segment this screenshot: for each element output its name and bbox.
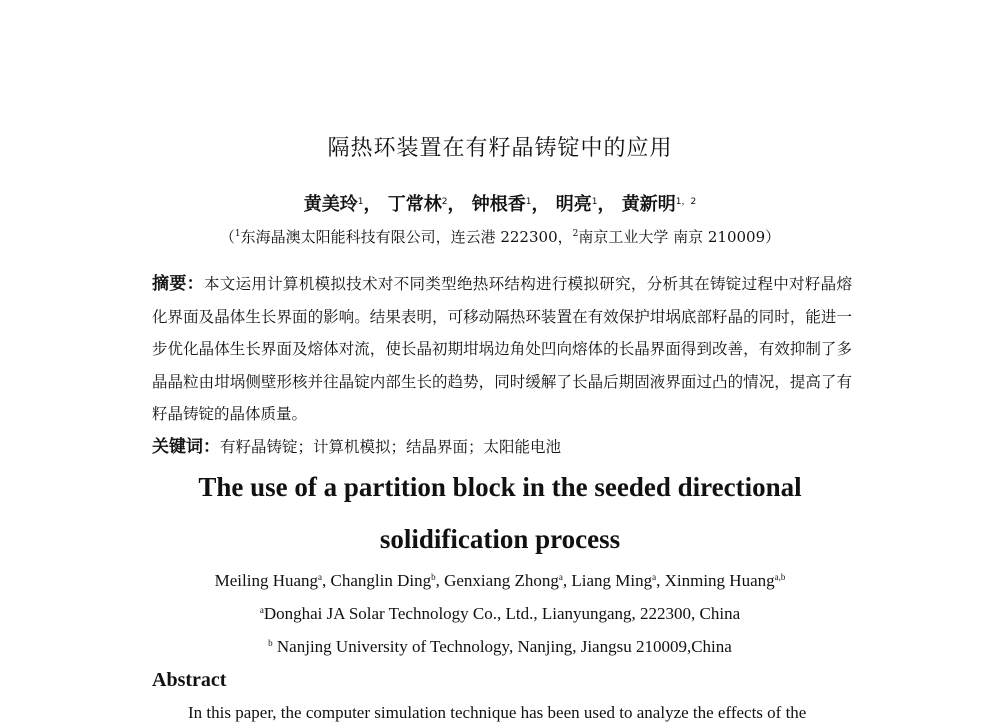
cn-author-sep: ， bbox=[531, 194, 550, 215]
cn-author: 明亮 bbox=[555, 194, 592, 215]
abstract-label: 摘要： bbox=[152, 274, 204, 294]
en-author: Xinming Huang bbox=[664, 571, 775, 590]
cn-author-sep: ， bbox=[447, 194, 466, 215]
english-author-list: Meiling Huang$^a$, Changlin Ding$^b$, Genxiang Zhong$^a$, Liang Ming$^a$, Xinming Huang$^{a,b}$ bbox=[214, 571, 786, 590]
cn-author: 丁常林 bbox=[387, 194, 442, 215]
cn-author: 黄美玲 bbox=[303, 194, 358, 215]
cn-author-sup: 1，2 bbox=[675, 197, 697, 207]
chinese-title: 隔热环装置在有籽晶铸锭中的应用 bbox=[327, 136, 673, 161]
english-affiliation-a: $^a$Donghai JA Solar Technology Co., Ltd., Lianyungang, 222300, China bbox=[259, 604, 741, 623]
cn-author-sup: 1 bbox=[525, 197, 532, 207]
chinese-author-list bbox=[0, 190, 1000, 216]
chinese-abstract bbox=[152, 268, 852, 431]
chinese-keywords bbox=[152, 432, 561, 457]
cn-author: 钟根香 bbox=[471, 194, 526, 215]
en-author: Liang Ming bbox=[571, 571, 653, 590]
english-title-line-2: solidification process bbox=[379, 524, 621, 554]
cn-author-sup: 2 bbox=[441, 197, 448, 207]
english-abstract-heading: Abstract bbox=[152, 669, 227, 691]
en-author: Changlin Ding bbox=[330, 571, 432, 590]
abstract-body: 本文运用计算机模拟技术对不同类型绝热环结构进行模拟研究，分析其在铸锭过程中对籽晶熔化界面及晶体生长界面的影响。结果表明，可移动隔热环装置在有效保护坩埚底部籽晶的同时，能进一步优化晶体生长界面及熔体对流，使长晶初期坩埚边角处凹向熔体的长晶界面得到改善，有效抑制了多晶晶粒由坩埚侧壁形核并往晶锭内部生长的趋势，同时缓解了长晶后期固液界面过凸的情况，提高了有籽晶铸锭的晶体质量。 bbox=[152, 275, 852, 423]
keywords-label: 关键词： bbox=[152, 437, 220, 457]
keywords-body: 有籽晶铸锭；计算机模拟；结晶界面；太阳能电池 bbox=[220, 438, 562, 456]
english-title-line-1: The use of a partition block in the seeded directional bbox=[198, 472, 802, 502]
cn-author-sup: 1 bbox=[357, 197, 364, 207]
en-author: Genxiang Zhong bbox=[444, 571, 559, 590]
english-abstract-first-line: In this paper, the computer simulation technique has been used to analyze the effects of the bbox=[188, 703, 807, 722]
chinese-affiliation: （$^1$东海晶澳太阳能科技有限公司，连云港 222300，$^2$南京工业大学 南京 210009） bbox=[219, 228, 781, 246]
cn-author-sep: ， bbox=[597, 194, 616, 215]
cn-author-sep: ， bbox=[363, 194, 382, 215]
cn-author: 黄新明 bbox=[621, 194, 676, 215]
en-author: Meiling Huang bbox=[214, 571, 319, 590]
english-affiliation-b: $^b$ Nanjing University of Technology, Nanjing, Jiangsu 210009,China bbox=[268, 637, 732, 656]
cn-author-sup: 1 bbox=[591, 197, 598, 207]
